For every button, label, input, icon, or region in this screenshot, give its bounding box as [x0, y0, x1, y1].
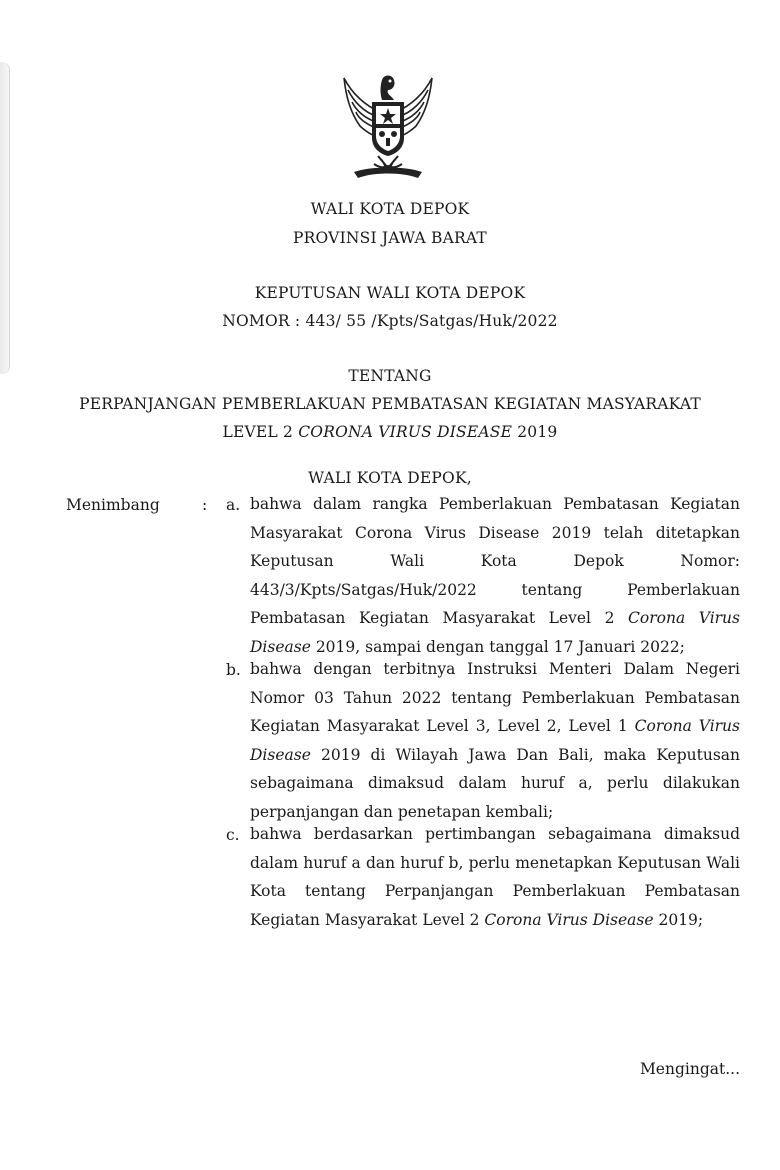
authority-title: WALI KOTA DEPOK [310, 200, 470, 218]
about-label: TENTANG [348, 367, 432, 385]
item-a-marker: a. [226, 496, 241, 514]
authority-heading: WALI KOTA DEPOK, [308, 469, 472, 487]
subject-line-2: LEVEL 2 CORONA VIRUS DISEASE 2019 [222, 423, 558, 441]
continuation-text: Mengingat... [639, 1060, 740, 1078]
garuda-emblem-icon [336, 72, 440, 180]
decree-number: NOMOR : 443/ 55 /Kpts/Satgas/Huk/2022 [222, 312, 558, 330]
item-c-marker: c. [226, 826, 240, 844]
item-c-text: bahwa berdasarkan pertimbangan sebagaimana dimaksud dalam huruf a dan huruf b, perlu menetapkan Keputusan Wali Kota tentang Perpanjangan Pemberlakuan Pembatasan Kegiatan Masyarakat Level 2 Corona Virus Disease 2019; [250, 825, 740, 929]
considerations-colon: : [202, 496, 208, 514]
item-b-marker: b. [226, 661, 241, 679]
item-a-text: bahwa dalam rangka Pemberlakuan Pembatasan Kegiatan Masyarakat Corona Virus Disease 2019 telah ditetapkan Keputusan Wali Kota Depok Nomor: 443/3/Kpts/Satgas/Huk/2022 tentang Pemberlakuan Pembatasan Kegiatan Masyarakat Level 2 Corona Virus Disease 2019, sampai dengan tanggal 17 Januari 2022; [250, 495, 740, 656]
decree-title: KEPUTUSAN WALI KOTA DEPOK [254, 284, 526, 302]
subject-line-1: PERPANJANGAN PEMBERLAKUAN PEMBATASAN KEGIATAN MASYARAKAT [79, 395, 701, 413]
item-b-text: bahwa dengan terbitnya Instruksi Menteri Dalam Negeri Nomor 03 Tahun 2022 tentang Pemberlakuan Pembatasan Kegiatan Masyarakat Level 3, Level 2, Level 1 Corona Virus Disease 2019 di Wilayah Jawa Dan Bali, maka Keputusan sebagaimana dimaksud dalam huruf a, perlu dilakukan perpanjangan dan penetapan kembali; [250, 660, 740, 821]
considerations-label: Menimbang [66, 496, 160, 514]
province-title: PROVINSI JAWA BARAT [293, 229, 487, 247]
